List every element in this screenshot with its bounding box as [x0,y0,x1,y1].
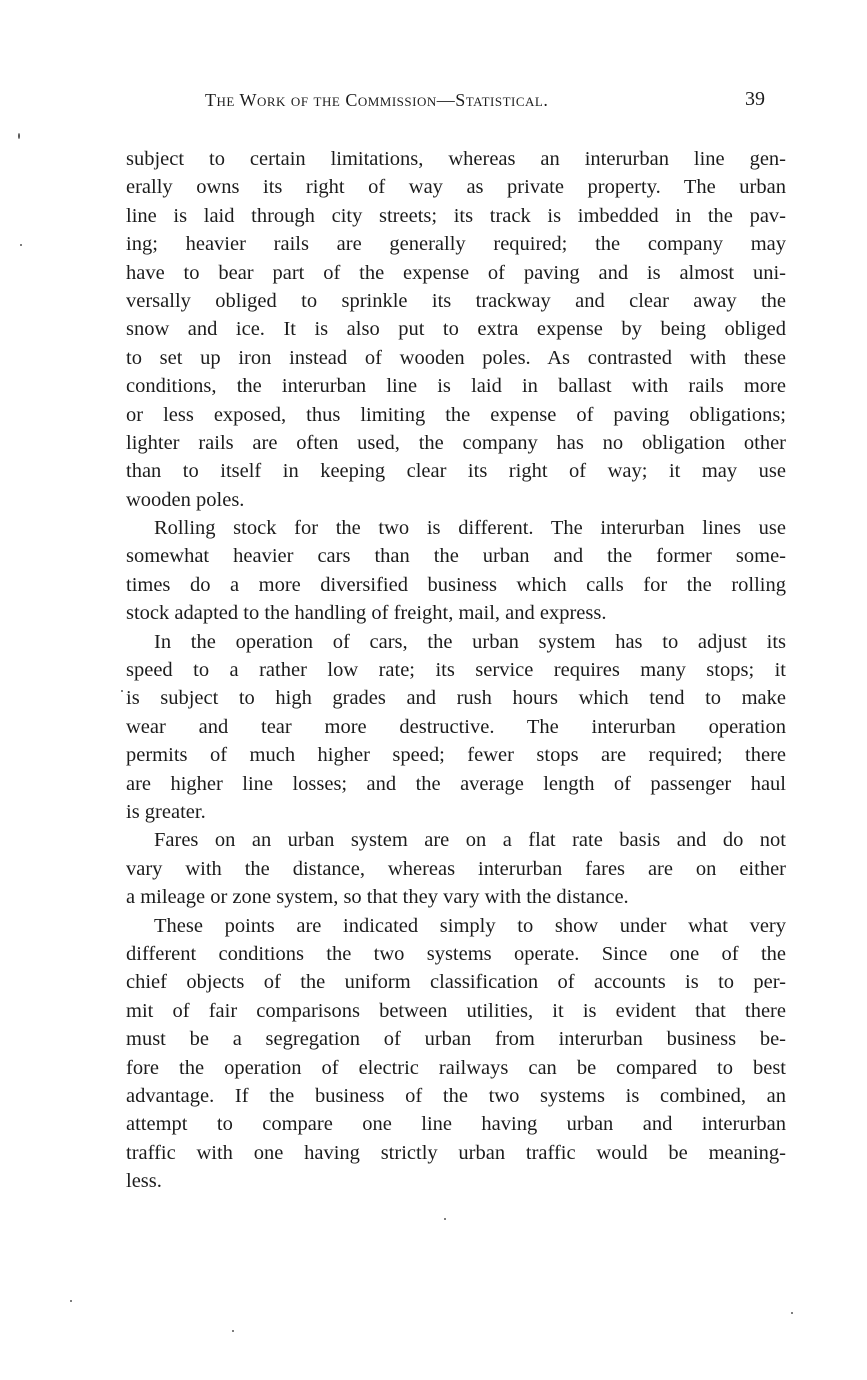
text-line: advantage. If the business of the two systems is combined, an [126,1084,786,1107]
text-line: mit of fair comparisons between utilities, it is evident that there [126,999,786,1022]
running-title: The Work of the Commission—Statistical. [205,90,549,110]
text-line: snow and ice. It is also put to extra expense by being obliged [126,318,786,341]
text-line: wear and tear more destructive. The interurban operation [126,715,786,738]
text-line: These points are indicated simply to show under what very [154,914,786,937]
text-line: versally obliged to sprinkle its trackway and clear away the [126,289,786,312]
scan-speck [232,1330,234,1332]
paragraph-5 [126,912,786,1196]
scan-speck [18,133,20,139]
text-line: subject to certain limitations, whereas an interurban line gen- [126,148,786,170]
text-line: vary with the distance, whereas interurban fares are on either [126,857,786,880]
text-line: is subject to high grades and rush hours which tend to make [126,687,786,710]
body-text [126,145,786,1195]
scan-speck [20,244,22,246]
text-line: chief objects of the uniform classification of accounts is to per- [126,971,786,994]
page-number: 39 [745,88,765,110]
text-line: fore the operation of electric railways can be compared to best [126,1056,786,1079]
text-line: than to itself in keeping clear its right of way; it may use [126,460,786,483]
scan-speck [70,1300,72,1302]
text-line: to set up iron instead of wooden poles. As contrasted with these [126,346,786,369]
text-line: line is laid through city streets; its track is imbedded in the pav- [126,204,786,227]
text-line: are higher line losses; and the average length of passenger haul [126,772,786,795]
text-line: In the operation of cars, the urban system has to adjust its [154,630,786,653]
paragraph-2 [126,514,786,628]
text-line: a mileage or zone system, so that they vary with the distance. [126,886,629,909]
text-line: attempt to compare one line having urban and interurban [126,1113,786,1136]
text-line: Rolling stock for the two is different. The interurban lines use [154,517,786,540]
running-head [205,90,765,120]
text-line: ing; heavier rails are generally required; the company may [126,233,786,256]
text-line: traffic with one having strictly urban traffic would be meaning- [126,1141,786,1164]
text-line: lighter rails are often used, the company has no obligation other [126,431,786,454]
text-line: is greater. [126,800,206,823]
text-line: Fares on an urban system are on a flat rate basis and do not [154,829,786,852]
scan-speck [121,690,123,692]
text-line: stock adapted to the handling of freight, mail, and express. [126,602,607,625]
paragraph-3 [126,628,786,827]
text-line: somewhat heavier cars than the urban and the former some- [126,545,786,568]
text-line: permits of much higher speed; fewer stops are required; there [126,744,786,767]
text-line: different conditions the two systems operate. Since one of the [126,942,786,965]
text-line: wooden poles. [126,488,245,511]
paragraph-1 [126,145,786,514]
scan-speck [444,1218,446,1220]
text-line: or less exposed, thus limiting the expense of paving obligations; [126,403,786,426]
text-line: must be a segregation of urban from interurban business be- [126,1028,786,1051]
scan-speck [791,1312,793,1314]
text-line: erally owns its right of way as private property. The urban [126,176,786,199]
text-line: speed to a rather low rate; its service requires many stops; it [126,659,786,682]
text-line: conditions, the interurban line is laid in ballast with rails more [126,375,786,398]
text-line: have to bear part of the expense of paving and is almost uni- [126,261,786,284]
paragraph-4 [126,826,786,911]
text-line: less. [126,1170,162,1193]
text-line: times do a more diversified business which calls for the rolling [126,573,786,596]
